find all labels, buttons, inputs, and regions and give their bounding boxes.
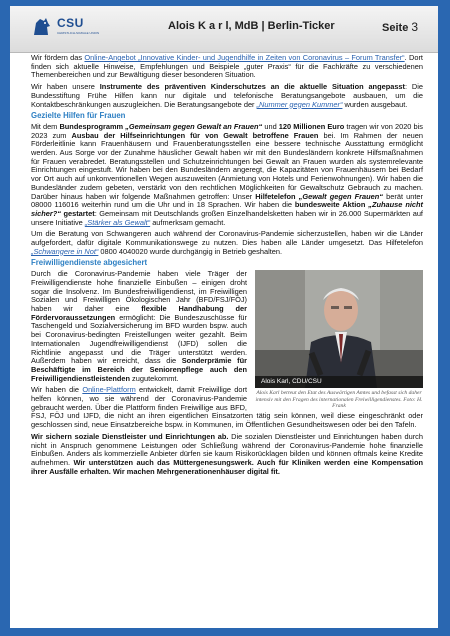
paragraph-frauen xyxy=(31,123,423,227)
bold-text: Hilfetelefon xyxy=(255,191,299,201)
bold-text: flexible Handhabung der Fördervoraussetzungen xyxy=(31,303,247,322)
bold-text: gestartet xyxy=(61,208,95,218)
text: zugutekommt. xyxy=(129,373,179,383)
text: Die sozialen Dienstleister und Einrichtungen haben durch nicht in Anspruch genommene Leistungen oder Schließung während der Coronavirus-Pandemie hohe finanzielle Einbußen. Anders als kommerzielle Anbieter dürfen sie kaum Risikorücklagen bilden und können oftmals keine Kredite aufnehmen. xyxy=(31,431,423,467)
page xyxy=(10,6,438,628)
text: 0800 4040020 wurde durchgängig in Betrieb geshalten. xyxy=(98,246,283,256)
text: : Die Bundesstiftung Frühe Hilfen kann nur digitale und telefonische Beratungsangebote ausbauen, um die Kontaktbeschränkungen auszugleichen. Die Beratungsangebote der xyxy=(31,82,423,109)
text: Um die Beratung von Schwangeren auch während der Coronavirus-Pandemie sicherzustellen, haben wir die Länder aufgefordert, dafür digitale Kommunikationswege zu nutzen. Dies haben alle Länder umgesetzt. Das Hilfetelefon xyxy=(31,229,423,248)
text: Durch die Coronavirus-Pandemie haben viele Träger der Freiwilligendienste hohe finanzielle Einbußen – einigen droht sogar die Insolvenz. Im Bundesfreiwilligendienst, im Freiwilligen Sozialen und Freiwilligen Ökologischen Jahr (BFD/FSJ/FÖJ) haben wir daher eine xyxy=(31,269,247,313)
page-number-value: 3 xyxy=(411,20,418,34)
forum-transfer-link[interactable]: Online-Angebot „Innovative Kinder- und Jugendhilfe in Zeiten von Coronavirus – Forum Transfer“ xyxy=(84,53,405,62)
text: Mit dem xyxy=(31,121,60,131)
text: entwickelt, damit Freiwillige dort helfen können, wo sie während der Coronavirus-Pandemie gebraucht werden. Über die Plattform finden Freiwillige aus BFD, FSJ, FÖJ und IJFD, die nicht an ihren eigentlichen Einsatzorten tätig sein können, weil diese eingeschränkt oder geschlossen sind, neue Einsatzbereiche bspw. in Kommunen, im Öffentlichen Gesundheitswesen oder bei den Tafeln. xyxy=(31,385,423,430)
article-body xyxy=(31,54,423,479)
online-plattform-link[interactable]: Online-Plattform xyxy=(82,385,136,395)
bold-italic-text: „Gemeinsam gegen Gewalt an Frauen“ xyxy=(125,121,263,131)
link-text[interactable]: „Stärker als Gewalt“ xyxy=(84,217,151,227)
text: : Gemeinsam mit Deutschlands großen Einzelhandelsketten haben wir in 26.000 Supermärkten auf unsere Initiative xyxy=(31,208,423,227)
text: aufmerksam gemacht. xyxy=(150,217,226,227)
bold-text: Bundesprogramm xyxy=(59,121,126,131)
link-text[interactable]: „Nummer gegen Kummer“ xyxy=(256,99,343,109)
bold-text: bundesweite Aktion xyxy=(294,200,369,210)
text: ermöglicht: Die Bundeszuschüsse für Taschengeld und Sozialversicherung im BFD wurden bspw. auch bei Coronavirus-bedingten Freistellungen weiter gezahlt. Beim Internationalen Jugendfreiwilligendienst (IJFD) sollen die Richtlinie angepasst und die Träger unterstützt werden. Außerdem haben wir erreicht, dass die xyxy=(31,312,247,366)
bold-italic-text: „Gewalt gegen Frauen“ xyxy=(298,191,384,201)
nummer-gegen-kummer-link[interactable] xyxy=(257,100,343,109)
text: . Dort finden sich aktuelle Hinweise, Empfehlungen und Beispiele „guter Praxis“ für die Fachkräfte zu verschiedenen Themenbereichen und zur Bewältigung dieser besonderen Situation. xyxy=(31,53,423,80)
text: Wir haben die xyxy=(31,385,83,395)
logo-subtitle: CHRISTLICH-SOZIALE UNION xyxy=(57,31,100,35)
paragraph-schwangere xyxy=(31,230,423,256)
text: berät unter 08000 116016 weiterhin rund um die Uhr und in 18 Sprachen. Wir haben die xyxy=(31,191,423,210)
link-text[interactable]: „Schwangere in Not“ xyxy=(31,246,99,256)
schwangere-in-not-link[interactable] xyxy=(31,247,98,256)
section-heading-frauen: Gezielte Hilfen für Frauen xyxy=(31,111,126,121)
header-title: Alois K a r l, MdB | Berlin-Ticker xyxy=(168,20,335,32)
bold-text: Wir sichern soziale Dienstleister und Einrichtungen ab. xyxy=(31,431,229,441)
bold-text: Wir unterstützen auch das Müttergenesungswerk. Auch für Kliniken werden eine Kompensation ihrer Ausfälle erhalten. Wir machen Mehrgenerationenhäuser digital fit. xyxy=(31,457,423,476)
paragraph-forum-transfer xyxy=(31,54,423,80)
section-heading-freiwilligendienste: Freiwilligendienste abgesichert xyxy=(31,258,148,268)
text: und xyxy=(262,121,279,131)
logo-text: CSU xyxy=(57,16,84,30)
speaker-photo-illustration xyxy=(255,270,423,388)
text: Wir haben unsere xyxy=(31,82,100,92)
page-number xyxy=(382,20,418,34)
text: wurden ausgebaut. xyxy=(342,99,408,109)
bold-text: Instrumente des präventiven Kinderschutzes an die aktuelle Situation angepasst xyxy=(99,82,406,92)
bold-text: Sonderprämie für Beschäftigte im Bereich der Seniorenpflege auch den Freiwilligendienstleistenden xyxy=(31,356,247,383)
paragraph-soziale-dienstleister xyxy=(31,433,423,477)
speaker-photo xyxy=(255,270,423,388)
staerker-als-gewalt-link[interactable] xyxy=(85,218,150,227)
page-header xyxy=(10,6,438,53)
page-label: Seite xyxy=(382,22,409,34)
text: Wir fördern das xyxy=(31,53,85,62)
photo-caption: Alois Karl betreut den Etat des Auswärtigen Amtes und befasst sich daher intensiv mit den Fragen des internationalen Freiwilligendienstes. Foto: H. Frank xyxy=(255,390,423,410)
text: bei. Im Rahmen der neuen Förderleitlinie kann Frauenhäusern und Frauenberatungsstellen eine bessere technische Ausstattung ermöglicht werden. Aus Sorge vor der Zunahme häuslicher Gewalt haben wir mit den Bundesländern konkrete Hilfsmaßnahmen für Frauen verabredet. Beratungsstellen und Schutzeinrichtungen bei Gewalt an Frauen wurden als systemrelevante Einrichtungen eingestuft. Wir haben bei den Bundesländern angeregt, die Kapazitäten von Frauenhäusern bei Bedarf vor Ort auch auf unkonventionellen Wegen auszuweiten (Anmietung von Hotels und Ferienwohnungen). Wir haben die Bundesländer zudem gebeten, verstärkt von den rechtlichen Möglichkeiten für Gewaltschutz Gebrauch zu machen. Darüber hinaus haben wir folgende Maßnahmen getroffen: Unser xyxy=(31,130,424,201)
bold-italic-text: „Zuhause nicht sicher?“ xyxy=(31,200,423,218)
text: tragen wir von 2020 bis 2023 zum xyxy=(31,121,423,140)
bold-text: 120 Millionen Euro xyxy=(278,121,345,131)
photo-label: Alois Karl, CDU/CSU xyxy=(255,376,423,388)
paragraph-kinderschutz xyxy=(31,83,423,109)
bold-text: Ausbau der Hilfseinrichtungen für von Gewalt betroffene Frauen xyxy=(71,130,319,140)
photo-figure xyxy=(255,270,423,410)
csu-lion-logo-icon xyxy=(30,15,54,39)
